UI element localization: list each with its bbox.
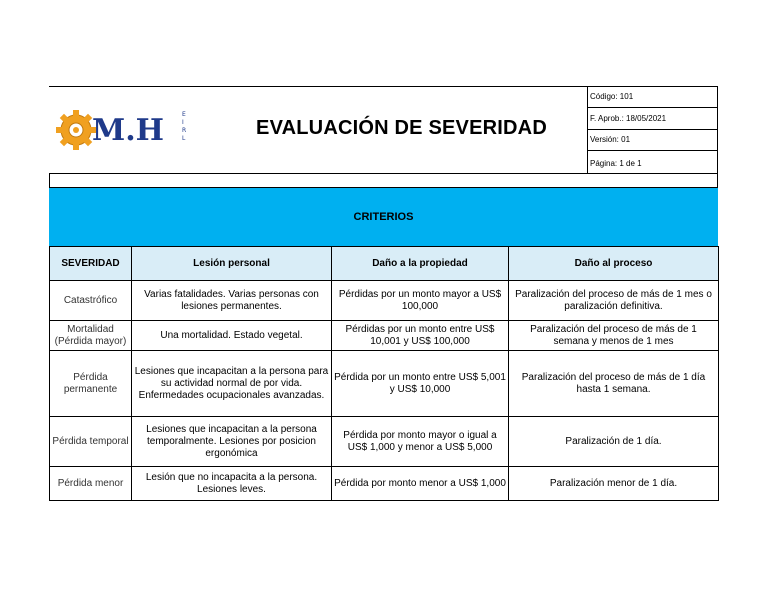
severity-table xyxy=(49,246,719,501)
logo-sub-r: R xyxy=(182,127,187,134)
propiedad-cell: Pérdidas por un monto entre US$ 10,001 y US$ 100,000 xyxy=(332,321,509,351)
company-logo xyxy=(54,106,194,154)
lesion-cell: Varias fatalidades. Varias personas con lesiones permanentes. xyxy=(132,281,332,321)
proceso-cell: Paralización del proceso de más de 1 semana y menos de 1 mes xyxy=(509,321,719,351)
document-header xyxy=(49,86,718,174)
table-row xyxy=(50,321,719,351)
logo-sub-e: E xyxy=(182,111,186,118)
severity-cell: Pérdida permanente xyxy=(50,351,132,417)
table-row xyxy=(50,281,719,321)
severity-cell: Pérdida menor xyxy=(50,467,132,501)
table-row xyxy=(50,417,719,467)
meta-codigo: Código: 101 xyxy=(588,87,717,108)
lesion-cell: Lesiones que incapacitan a la persona para su actividad normal de por vida. Enfermedades ocupacionales avanzadas. xyxy=(132,351,332,417)
logo-sub-l: L xyxy=(182,135,186,142)
separator-row xyxy=(49,173,718,188)
lesion-cell: Lesiones que incapacitan a la persona temporalmente. Lesiones por posicion ergonómica xyxy=(132,417,332,467)
table-row xyxy=(50,467,719,501)
severity-cell: Pérdida temporal xyxy=(50,417,132,467)
col-header-severidad: SEVERIDAD xyxy=(50,247,132,281)
logo-sub-i: I xyxy=(182,119,184,126)
table-row xyxy=(50,351,719,417)
propiedad-cell: Pérdida por monto mayor o igual a US$ 1,000 y menor a US$ 5,000 xyxy=(332,417,509,467)
logo-text: M.H xyxy=(92,113,164,148)
meta-version: Versión: 01 xyxy=(588,130,717,151)
proceso-cell: Paralización de 1 día. xyxy=(509,417,719,467)
proceso-cell: Paralización menor de 1 día. xyxy=(509,467,719,501)
lesion-cell: Una mortalidad. Estado vegetal. xyxy=(132,321,332,351)
header-top-border xyxy=(49,86,587,87)
document-metadata xyxy=(587,86,718,174)
meta-pagina: Página: 1 de 1 xyxy=(590,159,642,168)
severity-cell: Catastrófico xyxy=(50,281,132,321)
gear-icon xyxy=(56,110,96,150)
col-header-lesion: Lesión personal xyxy=(132,247,332,281)
lesion-cell: Lesión que no incapacita a la persona. Lesiones leves. xyxy=(132,467,332,501)
propiedad-cell: Pérdidas por un monto mayor a US$ 100,000 xyxy=(332,281,509,321)
propiedad-cell: Pérdida por monto menor a US$ 1,000 xyxy=(332,467,509,501)
propiedad-cell: Pérdida por un monto entre US$ 5,001 y US$ 10,000 xyxy=(332,351,509,417)
severity-cell: Mortalidad (Pérdida mayor) xyxy=(50,321,132,351)
page-title: EVALUACIÓN DE SEVERIDAD xyxy=(256,117,547,139)
proceso-cell: Paralización del proceso de más de 1 mes o paralización definitiva. xyxy=(509,281,719,321)
meta-aprobacion: F. Aprob.: 18/05/2021 xyxy=(588,108,717,130)
col-header-proceso: Daño al proceso xyxy=(509,247,719,281)
proceso-cell: Paralización del proceso de más de 1 día hasta 1 semana. xyxy=(509,351,719,417)
criterios-banner: CRITERIOS xyxy=(49,188,718,246)
col-header-propiedad: Daño a la propiedad xyxy=(332,247,509,281)
table-header-row xyxy=(50,247,719,281)
logo-subtext xyxy=(182,111,188,142)
